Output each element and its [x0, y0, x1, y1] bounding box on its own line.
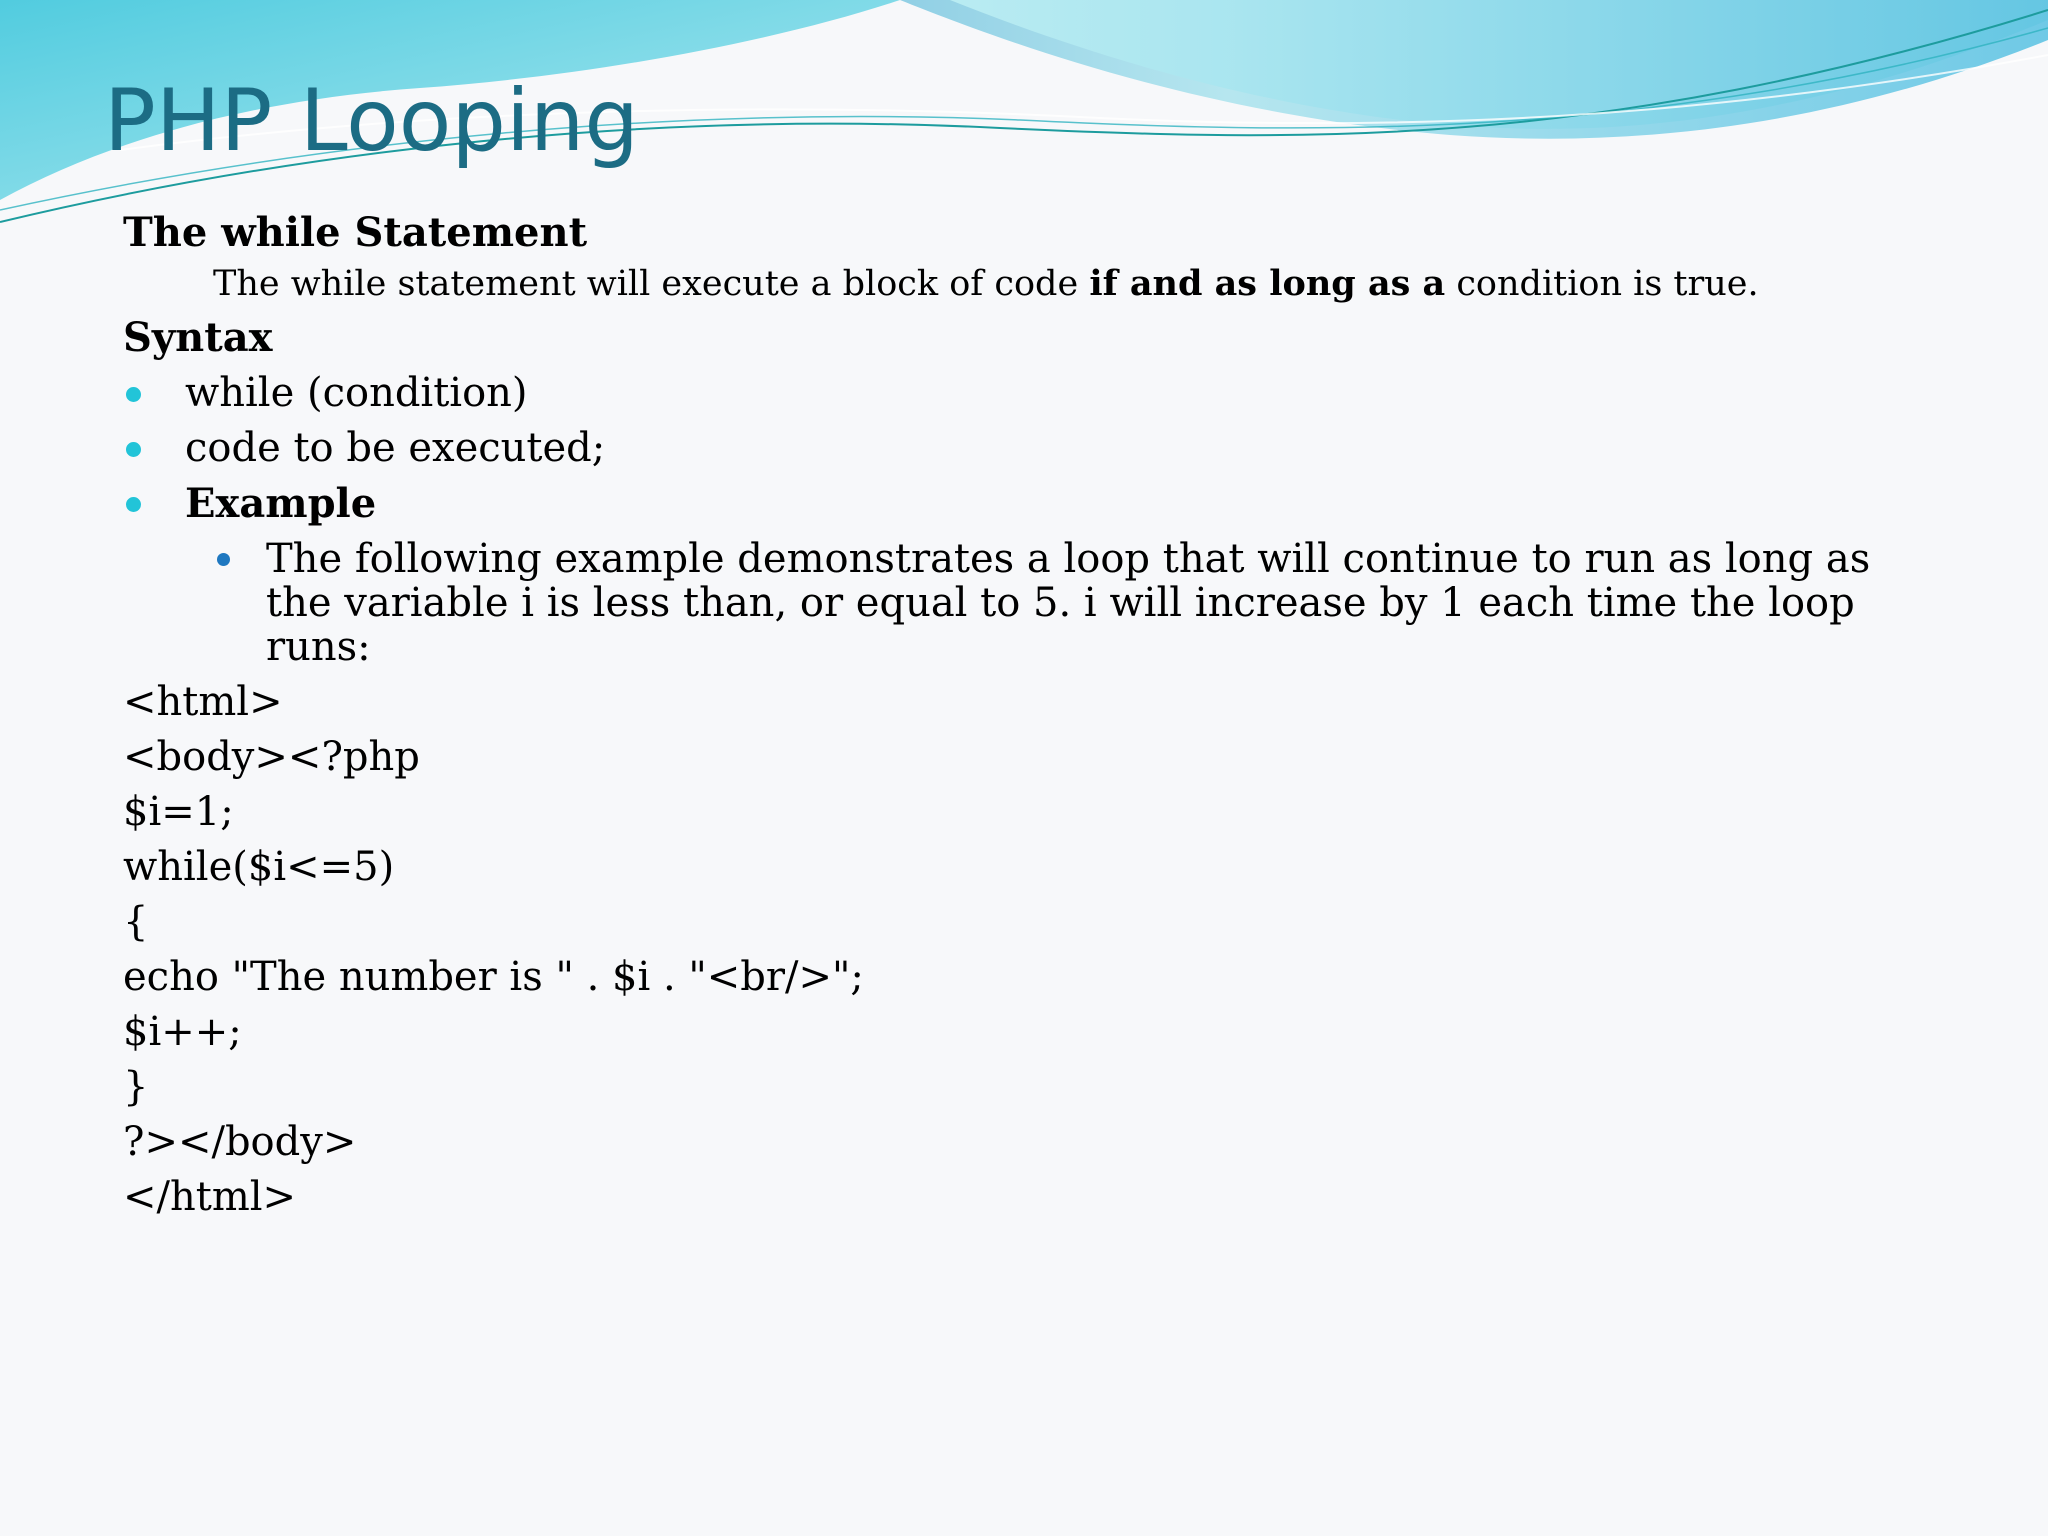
code-line: ?></body> — [123, 1119, 357, 1165]
description-text-end: condition is true. — [1445, 264, 1759, 304]
bullet-text: Example — [185, 480, 377, 527]
syntax-heading: Syntax — [123, 314, 273, 361]
description-text-start: The while statement will execute a block of code — [213, 264, 1090, 304]
code-line: } — [123, 1064, 149, 1110]
description-bold-text: if and as long as a — [1089, 263, 1446, 304]
code-line: $i=1; — [123, 789, 234, 835]
code-line: { — [123, 899, 149, 945]
bullet-item-example — [123, 476, 1943, 531]
bullet-text: while (condition) — [185, 370, 528, 416]
description — [123, 260, 1943, 308]
code-line: </html> — [123, 1174, 297, 1220]
bullet-dot-icon — [126, 497, 141, 512]
slide-content — [123, 206, 1943, 1225]
section-heading: The while Statement — [123, 209, 588, 256]
sub-bullet-item — [123, 537, 1943, 669]
slide-title: PHP Looping — [104, 71, 639, 171]
sub-bullet-dot-icon — [217, 553, 230, 566]
sub-bullet-text: The following example demonstrates a loop that will continue to run as long as the variable i is less than, or equal to 5. i will increase by 1 each time the loop runs: — [266, 536, 1871, 670]
code-line: <body><?php — [123, 734, 420, 780]
bullet-item — [123, 421, 1943, 476]
bullet-dot-icon — [126, 387, 141, 402]
code-line: while($i<=5) — [123, 844, 395, 890]
code-block — [123, 675, 1943, 1225]
code-line: $i++; — [123, 1009, 242, 1055]
bullet-list — [123, 366, 1943, 531]
bullet-dot-icon — [126, 442, 141, 457]
code-line: <html> — [123, 679, 283, 725]
bullet-text: code to be executed; — [185, 425, 606, 471]
code-line: echo "The number is " . $i . "<br/>"; — [123, 954, 864, 1000]
bullet-item — [123, 366, 1943, 421]
